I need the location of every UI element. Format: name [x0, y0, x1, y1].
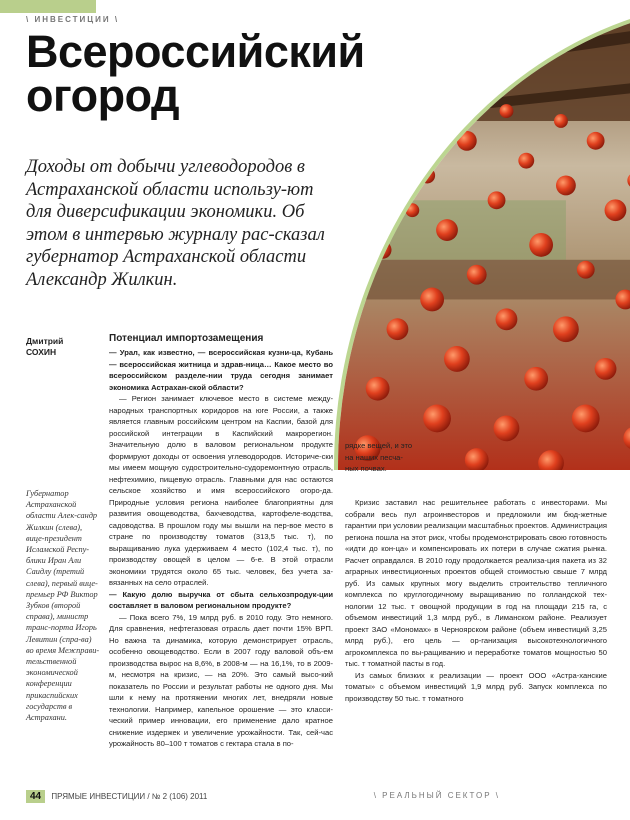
page-number: 44	[26, 790, 45, 803]
footer-left	[26, 790, 207, 803]
article-column-2	[345, 497, 607, 704]
article-column-2-top: рядке вещей, и это на наших песча-ных почвах.	[345, 441, 413, 473]
footer-section: \ РЕАЛЬНЫЙ СЕКТОР \	[373, 791, 500, 800]
photo-illustration	[338, 2, 630, 470]
tomato-harvest-photo	[334, 0, 630, 470]
column-2-paragraph-1: Кризис заставил нас решительнее работать с инвесторами. Мы собрали весь пул агроинвесторов и предложили им бюд-жетные гарантии при условии реализации масштабных проектов. Администрация региона пошла на этот риск, чтобы продемонстрировать свою готовность «идти до кон-ца» и компенсировать их потери в случае сжатия рынка. Расчет оправдался. В 2010 году продолжается реализа-ция пакета из 32 аграрных инвестиционных проектов общей стоимостью свыше 7 млрд руб. Из самых крупных могу выделить строительство тепличного комплекса по круглогодичному выращиванию по голландской тех-нологии 12 тыс. т овощной продукции в год на площади 215 га, с объемом инвестиций 1,3 млрд руб., в Лиманском районе. Реализует проект ЗАО «Мономах» в Черноярском районе (объем инвестиций 3,25 млрд руб.), его цель — ор-ганизация высокотехнологичного агрокомплекса по вы-ращиванию и переработке томатов мощностью 50 тыс. т томатной пасты в год.	[345, 498, 607, 668]
title-line-1: Всероссийский	[26, 26, 365, 77]
author-byline	[26, 336, 63, 358]
author-last-name: СОХИН	[26, 347, 57, 357]
column-2-paragraph-2: Из самых близких к реализации — проект ООО «Астра-ханские томаты» с объемом инвестиций 1,9 млрд руб. Запуск комплекса по производству 50 тыс. т томатного	[345, 670, 607, 703]
answer-1: — Регион занимает ключевое место в системе между-народных транспортных коридоров на юге России, а также является главным российским центром на Каспии, базой для российской интеграции в Каспийский макрорегион. Значительную долю в валовом региональном продукте формируют доходы от освоения углеводородов. Историче-ски мы имеем мощную судостроительно-судоремонтную отрасль, нефтехимию, пищевую отрасль. Главными для нас остаются сельское хозяйство и имя всероссийского огоро-да. Природные условия региона наиболее благоприятны для развития овощеводства, бахчеводства, картофеле-водства, садоводства. В прошлом году мы вышли на пер-вое место в стране по производству томатов (313,5 тыс. т), по выращиванию лука удерживаем 4 место (102,4 тыс. т), по производству овощей в целом — 6-е. В этой отрасли экономики трудятся около 65 тыс. человек, без учета за-вязанных на село отраслей.	[109, 394, 333, 587]
question-2: — Какую долю выручка от сбыта сельхозпродук-ции составляет в валовом региональном продукте?	[109, 589, 333, 610]
page-title	[26, 26, 365, 121]
answer-2: — Пока всего 7%, 19 млрд руб. в 2010 году. Это немного. Для сравнения, нефтегазовая отрасль дает почти 15% ВРП. Но важна та динамика, которую демонстрирует отрасль, особенно овощеводство. Если в 2007 году валовой объ-ем производства вырос на 8,6%, в 2008-м — на 16,1%, то в 2009-м, несмотря на кризис, — на 20%. Это самый высо-кий показатель по России и результат работы не одного дня. Мы шли к нему на протяжении многих лет, внедряли новые технологии. Например, капельное орошение — это класси-ческий пример инновации, его применение дало кратное снижение издержек и увеличение урожайности. Так, сей-час урожайность 80–100 т томатов с гектара стала в по-	[109, 612, 333, 748]
photo-caption: Губернатор Астраханской области Алек-сандр Жилкин (слева), вице-президент Исламской Респу-блики Иран Али Саидлу (третий слева), первый вице-премьер РФ Виктор Зубков (второй справа), министр транс-порта Игорь Левитин (спра-ва) во время Межправи-тельственной экономической конференции прикаспийских государств в Астрахани.	[26, 489, 100, 723]
section-tab	[0, 0, 96, 13]
author-first-name: Дмитрий	[26, 336, 64, 346]
lead-paragraph: Доходы от добычи углеводородов в Астраханской области использу-ют для диверсификации экономики. Об этом в интервью журналу рас-сказал губернатор Астраханской области Александр Жилкин.	[26, 157, 325, 290]
magazine-name: ПРЯМЫЕ ИНВЕСТИЦИИ / № 2 (106) 2011	[51, 792, 208, 801]
article-column-1	[109, 333, 333, 750]
title-line-2: огород	[26, 70, 180, 121]
question-1: — Урал, как известно, — всероссийская кузни-ца, Кубань — всероссийская житница и здрав-ница… Какое место во всероссийском разделе-нии труда сегодня занимает экономика Астрахан-ской области?	[109, 348, 333, 392]
section-label: \ ИНВЕСТИЦИИ \	[26, 15, 120, 24]
article-heading: Потенциал импортозамещения	[109, 333, 264, 344]
